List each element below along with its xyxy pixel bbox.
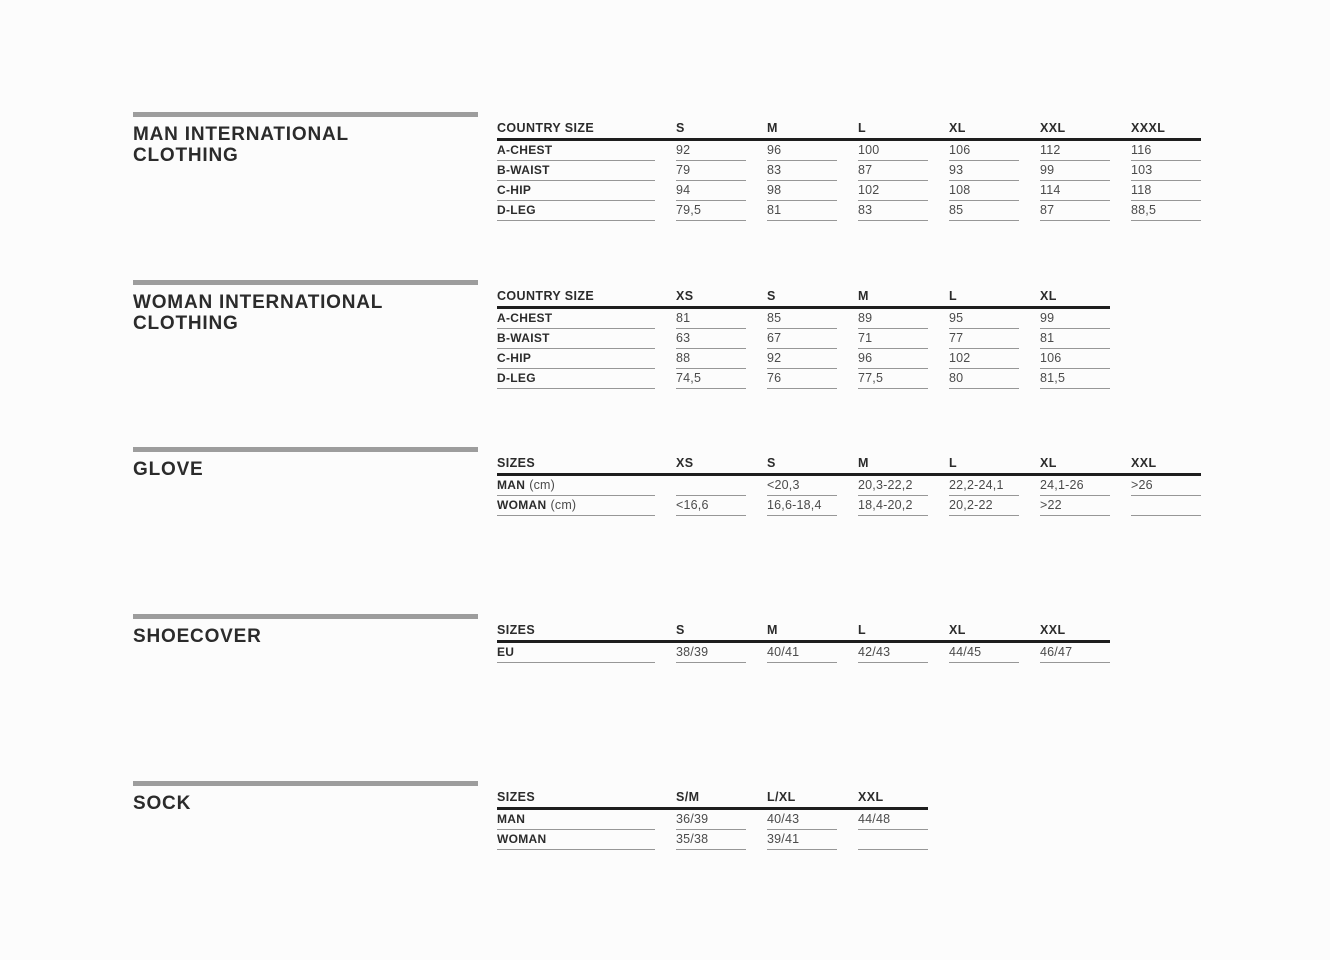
cell-value — [767, 141, 837, 161]
row-label-text: EU — [497, 644, 515, 659]
cell-value — [858, 496, 928, 516]
cell-value — [676, 810, 746, 830]
section-title — [133, 793, 478, 814]
cell-value-text: 88 — [676, 350, 691, 365]
cell-value — [767, 181, 837, 201]
table-row — [497, 476, 1201, 496]
cell-value — [1040, 476, 1110, 496]
cell-value — [1131, 496, 1201, 516]
row-label — [497, 329, 655, 349]
section-title — [133, 626, 478, 647]
cell-value — [1040, 161, 1110, 181]
cell-value — [767, 161, 837, 181]
section-title — [133, 292, 478, 334]
section-divider-bar — [133, 614, 478, 619]
cell-value-text: 18,4-20,2 — [858, 497, 913, 512]
section-title-line: CLOTHING — [133, 145, 239, 166]
cell-value-text: 96 — [858, 350, 873, 365]
cell-value-text: 79,5 — [676, 203, 702, 218]
cell-value — [676, 369, 746, 389]
table-header-row — [497, 452, 1201, 473]
cell-value-text: 81 — [1040, 330, 1055, 345]
cell-value — [949, 476, 1019, 496]
cell-value — [858, 369, 928, 389]
cell-value-text: 44/45 — [949, 644, 982, 659]
row-label — [497, 369, 655, 389]
column-header: M — [767, 622, 778, 637]
cell-value-text: 22,2-24,1 — [949, 477, 1004, 492]
cell-value — [676, 181, 746, 201]
cell-value — [1040, 643, 1110, 663]
cell-value — [1040, 181, 1110, 201]
section-divider-bar — [133, 781, 478, 786]
row-label — [497, 181, 655, 201]
cell-value — [676, 161, 746, 181]
cell-value-text: 35/38 — [676, 831, 709, 846]
column-header: M — [858, 455, 869, 470]
size-table — [497, 285, 1110, 389]
size-table — [497, 117, 1201, 221]
cell-value — [1040, 349, 1110, 369]
column-header: L — [858, 622, 867, 637]
cell-value-text: 103 — [1131, 162, 1153, 177]
cell-value-text: 95 — [949, 310, 964, 325]
cell-value — [1131, 181, 1201, 201]
cell-value — [949, 496, 1019, 516]
section-title-block — [133, 280, 478, 334]
row-label — [497, 643, 655, 663]
column-header: XL — [1040, 288, 1057, 303]
cell-value — [767, 830, 837, 850]
cell-value — [676, 496, 746, 516]
column-header: L — [858, 120, 867, 135]
column-header: XL — [1040, 455, 1057, 470]
section-title-line: MAN INTERNATIONAL — [133, 124, 349, 145]
row-label — [497, 810, 655, 830]
column-header-label: COUNTRY SIZE — [497, 288, 595, 303]
row-label-text: WOMAN — [497, 831, 547, 846]
cell-value — [858, 161, 928, 181]
cell-value — [767, 476, 837, 496]
row-label-text: MAN — [497, 811, 526, 826]
cell-value-text: 118 — [1131, 182, 1152, 197]
section-title — [133, 124, 478, 166]
cell-value-text: 40/41 — [767, 644, 800, 659]
cell-value-text: 42/43 — [858, 644, 891, 659]
cell-value — [676, 329, 746, 349]
cell-value-text: 106 — [1040, 350, 1062, 365]
cell-value — [949, 181, 1019, 201]
cell-value — [858, 201, 928, 221]
cell-value — [949, 643, 1019, 663]
cell-value-text: 76 — [767, 371, 782, 386]
column-header: S/M — [676, 789, 700, 804]
cell-value — [858, 329, 928, 349]
table-row — [497, 141, 1201, 161]
table-row — [497, 830, 928, 850]
cell-value-text: 87 — [858, 162, 873, 177]
section-divider-bar — [133, 112, 478, 117]
cell-value — [1040, 141, 1110, 161]
section-title-line: SHOECOVER — [133, 626, 262, 647]
row-label — [497, 309, 655, 329]
cell-value-text: 88,5 — [1131, 203, 1157, 218]
cell-value — [767, 496, 837, 516]
column-header: S — [767, 288, 776, 303]
table-row — [497, 181, 1201, 201]
cell-value — [1131, 161, 1201, 181]
cell-value-text: 80 — [949, 371, 964, 386]
cell-value — [1040, 369, 1110, 389]
column-header-label: SIZES — [497, 789, 536, 804]
column-header-label: COUNTRY SIZE — [497, 120, 595, 135]
cell-value — [949, 201, 1019, 221]
cell-value — [676, 830, 746, 850]
table-row — [497, 643, 1110, 663]
cell-value — [858, 141, 928, 161]
size-table — [497, 619, 1110, 663]
cell-value-text: 71 — [858, 330, 873, 345]
cell-value-text: 99 — [1040, 310, 1055, 325]
column-header: XXL — [1040, 622, 1066, 637]
row-label — [497, 476, 655, 496]
table-header-row — [497, 619, 1110, 640]
table-row — [497, 201, 1201, 221]
section-title-block — [133, 781, 478, 814]
column-header: S — [767, 455, 776, 470]
cell-value-text: 67 — [767, 330, 782, 345]
row-label-text: D-LEG — [497, 371, 536, 386]
table-header-row — [497, 117, 1201, 138]
cell-value-text: >26 — [1131, 477, 1153, 492]
table-row — [497, 329, 1110, 349]
cell-value-text: 46/47 — [1040, 644, 1073, 659]
cell-value-text: 81 — [767, 203, 782, 218]
cell-value-text: 98 — [767, 182, 782, 197]
cell-value-text: 63 — [676, 330, 691, 345]
column-header: M — [767, 120, 778, 135]
column-header: S — [676, 622, 685, 637]
row-label-text: C-HIP — [497, 350, 532, 365]
column-header: XXXL — [1131, 120, 1166, 135]
size-table — [497, 452, 1201, 516]
cell-value — [858, 349, 928, 369]
cell-value — [767, 369, 837, 389]
table-row — [497, 496, 1201, 516]
cell-value — [676, 476, 746, 496]
row-label-text: B-WAIST — [497, 162, 550, 177]
cell-value — [858, 810, 928, 830]
cell-value-text: <20,3 — [767, 477, 800, 492]
section-title — [133, 459, 478, 480]
cell-value-text: 102 — [949, 350, 971, 365]
cell-value — [1040, 309, 1110, 329]
row-label-note: (cm) — [550, 497, 577, 512]
cell-value-text: 94 — [676, 182, 691, 197]
cell-value-text: 77,5 — [858, 371, 884, 386]
section-title-line: CLOTHING — [133, 313, 239, 334]
cell-value-text: 85 — [767, 310, 782, 325]
column-header: XS — [676, 288, 694, 303]
cell-value-text: 44/48 — [858, 811, 891, 826]
table-row — [497, 369, 1110, 389]
cell-value-text: 114 — [1040, 182, 1061, 197]
section-title-block — [133, 112, 478, 166]
cell-value — [949, 329, 1019, 349]
cell-value-text: 83 — [767, 162, 782, 177]
cell-value-text: 79 — [676, 162, 691, 177]
column-header: XXL — [1040, 120, 1066, 135]
row-label — [497, 201, 655, 221]
table-row — [497, 309, 1110, 329]
cell-value-text: 102 — [858, 182, 880, 197]
cell-value — [858, 309, 928, 329]
column-header: L/XL — [767, 789, 796, 804]
cell-value — [767, 349, 837, 369]
section-title-block — [133, 447, 478, 480]
cell-value — [676, 141, 746, 161]
cell-value — [858, 181, 928, 201]
cell-value-text: 112 — [1040, 142, 1061, 157]
cell-value-text: 77 — [949, 330, 964, 345]
table-header-row — [497, 285, 1110, 306]
row-label — [497, 141, 655, 161]
cell-value-text: 92 — [676, 142, 691, 157]
cell-value — [767, 201, 837, 221]
section-divider-bar — [133, 280, 478, 285]
cell-value-text: 108 — [949, 182, 971, 197]
column-header: M — [858, 288, 869, 303]
section-title-block — [133, 614, 478, 647]
cell-value-text: 116 — [1131, 142, 1152, 157]
column-header: L — [949, 288, 958, 303]
cell-value — [949, 161, 1019, 181]
cell-value — [858, 830, 928, 850]
column-header: S — [676, 120, 685, 135]
size-table — [497, 786, 928, 850]
column-header: XL — [949, 622, 966, 637]
column-header: XL — [949, 120, 966, 135]
cell-value-text: 39/41 — [767, 831, 800, 846]
section-title-line: WOMAN INTERNATIONAL — [133, 292, 384, 313]
row-label — [497, 830, 655, 850]
row-label — [497, 496, 655, 516]
row-label-note: (cm) — [529, 477, 556, 492]
cell-value — [1040, 496, 1110, 516]
cell-value — [949, 349, 1019, 369]
cell-value — [767, 810, 837, 830]
row-label — [497, 161, 655, 181]
cell-value — [1040, 329, 1110, 349]
column-header: XXL — [858, 789, 884, 804]
cell-value-text: 93 — [949, 162, 964, 177]
cell-value-text: 20,2-22 — [949, 497, 993, 512]
cell-value-text: 81,5 — [1040, 371, 1066, 386]
row-label-text: A-CHEST — [497, 310, 553, 325]
section-title-line: GLOVE — [133, 459, 204, 480]
table-header-row — [497, 786, 928, 807]
cell-value-text: 96 — [767, 142, 782, 157]
column-header-label: SIZES — [497, 455, 536, 470]
cell-value-text: 36/39 — [676, 811, 709, 826]
table-row — [497, 161, 1201, 181]
cell-value-text: 99 — [1040, 162, 1055, 177]
cell-value — [949, 369, 1019, 389]
cell-value — [676, 201, 746, 221]
row-label-text: MAN — [497, 477, 526, 492]
cell-value — [1131, 476, 1201, 496]
cell-value-text: 24,1-26 — [1040, 477, 1084, 492]
cell-value — [1131, 141, 1201, 161]
cell-value — [676, 349, 746, 369]
cell-value — [858, 476, 928, 496]
cell-value-text: 16,6-18,4 — [767, 497, 822, 512]
column-header: XS — [676, 455, 694, 470]
table-row — [497, 810, 928, 830]
cell-value-text: 20,3-22,2 — [858, 477, 913, 492]
cell-value — [767, 309, 837, 329]
cell-value — [676, 643, 746, 663]
row-label-text: B-WAIST — [497, 330, 550, 345]
cell-value-text: 81 — [676, 310, 691, 325]
column-header: L — [949, 455, 958, 470]
cell-value — [858, 643, 928, 663]
cell-value-text: 100 — [858, 142, 880, 157]
cell-value-text: 89 — [858, 310, 873, 325]
cell-value-text: 106 — [949, 142, 971, 157]
cell-value — [949, 309, 1019, 329]
cell-value-text: 87 — [1040, 203, 1055, 218]
column-header-label: SIZES — [497, 622, 536, 637]
cell-value-text: 92 — [767, 350, 782, 365]
column-header: XXL — [1131, 455, 1157, 470]
cell-value-text: 40/43 — [767, 811, 800, 826]
cell-value-text: <16,6 — [676, 497, 709, 512]
section-title-line: SOCK — [133, 793, 192, 814]
row-label-text: D-LEG — [497, 203, 536, 218]
cell-value-text: 85 — [949, 203, 964, 218]
cell-value — [949, 141, 1019, 161]
cell-value-text: >22 — [1040, 497, 1062, 512]
cell-value — [676, 309, 746, 329]
cell-value — [767, 643, 837, 663]
row-label-text: A-CHEST — [497, 142, 553, 157]
cell-value-text: 83 — [858, 203, 873, 218]
section-divider-bar — [133, 447, 478, 452]
row-label — [497, 349, 655, 369]
row-label-text: WOMAN — [497, 497, 547, 512]
cell-value-text: 74,5 — [676, 371, 702, 386]
cell-value-text: 38/39 — [676, 644, 709, 659]
cell-value — [767, 329, 837, 349]
cell-value — [1040, 201, 1110, 221]
cell-value — [1131, 201, 1201, 221]
row-label-text: C-HIP — [497, 182, 532, 197]
table-row — [497, 349, 1110, 369]
